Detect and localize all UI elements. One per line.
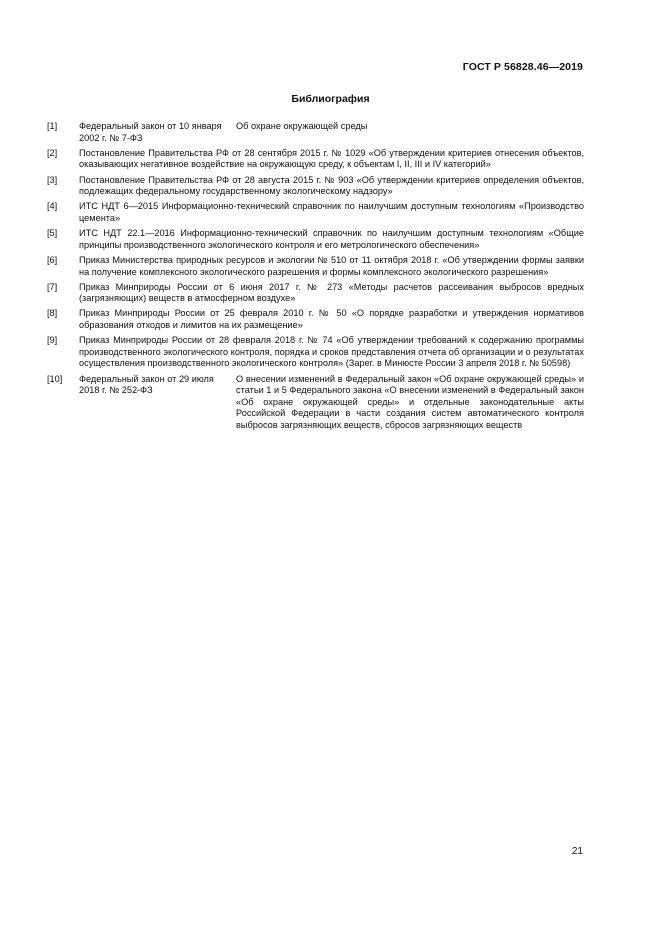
document-code: ГОСТ Р 56828.46—2019	[462, 61, 583, 73]
reference-number: [6]	[47, 254, 58, 265]
reference-number: [9]	[47, 335, 58, 346]
reference-item-2	[47, 148, 584, 171]
reference-number: [5]	[47, 228, 58, 239]
reference-title: О внесении изменений в Федеральный закон «Об охране окружающей среды» и статьи 1 и 5 Федерального закона «О внесении изменений в Федеральный закон «Об охране окружающей среды» и отдельные законодательные акты Российской Федерации в части создания систем автоматического контроля выбросов загрязняющих веществ, сбросов загрязняющих веществ	[236, 373, 584, 430]
reference-source: Федеральный закон от 10 января 2002 г. № 7-ФЗ	[79, 121, 222, 143]
reference-number: [8]	[47, 308, 58, 319]
reference-item-5	[47, 228, 584, 251]
reference-body	[79, 121, 584, 144]
reference-number: [2]	[47, 147, 58, 158]
reference-item-4	[47, 201, 584, 224]
reference-item-10	[47, 374, 584, 432]
reference-item-1	[47, 121, 584, 144]
reference-item-6	[47, 255, 584, 278]
reference-number: [7]	[47, 281, 58, 292]
reference-item-3	[47, 175, 584, 198]
bibliography-list	[47, 121, 584, 435]
reference-item-7	[47, 282, 584, 305]
reference-text: Приказ Министерства природных ресурсов и экологии № 510 от 11 октября 2018 г. «Об утверждении формы заявки на получение комплексного экологического разрешения и формы комплексного экологического разрешения»	[79, 254, 584, 277]
reference-text: Постановление Правительства РФ от 28 августа 2015 г. № 903 «Об утверждении критериев определения объектов, подлежащих федеральному государственному экологическому надзору»	[79, 174, 584, 197]
reference-number: [4]	[47, 201, 58, 212]
reference-text: Приказ Минприроды России от 25 февраля 2010 г. № 50 «О порядке разработки и утверждения нормативов образования отходов и лимитов на их размещение»	[79, 308, 584, 331]
reference-text: Приказ Минприроды России от 28 февраля 2018 г. № 74 «Об утверждении требований к содержанию программы производственного экологического контроля, порядка и сроков представления отчета об организации и о результатах осуществления производственного экологического контроля» (Зарег. в Минюсте России 3 апреля 2018 г. № 50598)	[79, 335, 584, 369]
reference-body	[79, 374, 584, 432]
reference-item-9	[47, 335, 584, 370]
page-number: 21	[571, 846, 583, 857]
reference-number: [10]	[47, 373, 63, 384]
bibliography-title: Библиография	[291, 93, 370, 105]
reference-text: ИТС НДТ 6—2015 Информационно-технический справочник по наилучшим доступным технологиям «Производство цемента»	[79, 201, 584, 223]
reference-title: Об охране окружающей среды	[236, 121, 368, 131]
reference-item-8	[47, 308, 584, 331]
reference-text: Постановление Правительства РФ от 28 сентября 2015 г. № 1029 «Об утверждении критериев отнесения объектов, оказывающих негативное воздействие на окружающую среду, к объектам I, II, III и IV категорий»	[79, 147, 584, 170]
reference-text: ИТС НДТ 22.1—2016 Информационно-технический справочник по наилучшим доступным технологиям «Общие принципы производственного экологического контроля и его метрологического обеспечения»	[79, 228, 584, 250]
reference-source: Федеральный закон от 29 июля 2018 г. № 252-ФЗ	[79, 373, 214, 396]
reference-number: [3]	[47, 174, 58, 185]
reference-number: [1]	[47, 121, 58, 131]
reference-text: Приказ Минприроды России от 6 июня 2017 г. № 273 «Методы расчетов рассеивания выбросов вредных (загрязняющих) веществ в атмосферном воздухе»	[79, 281, 584, 304]
